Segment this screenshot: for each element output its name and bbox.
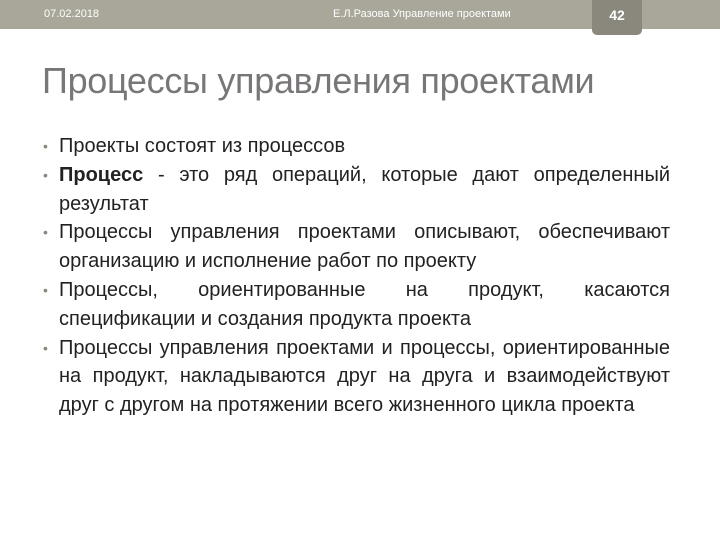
bullet-text: Процессы, ориентированные на продукт, касаются спецификации и создания продукта проекта (59, 278, 670, 330)
bullet-term: Процесс (59, 163, 144, 186)
bullet-icon: • (43, 224, 48, 241)
header-author: Е.Л.Разова Управление проектами (333, 8, 511, 20)
bullet-item-product-processes (42, 276, 670, 334)
bullet-list (42, 132, 670, 420)
bullet-text: Процессы управления проектами описывают, обеспечивают организацию и исполнение работ по проекту (59, 221, 670, 273)
bullet-item-process-definition (42, 161, 670, 219)
bullet-icon: • (43, 281, 48, 298)
bullet-item-processes (42, 132, 670, 161)
bullet-text: - это ряд операций, которые дают определенный результат (59, 163, 670, 215)
bullet-item-management-processes (42, 218, 670, 276)
page-number: 42 (592, 0, 642, 35)
bullet-text: Процессы управления проектами и процессы, ориентированные на продукт, накладываются друг на друга и взаимодействуют друг с другом на протяжении всего жизненного цикла проекта (59, 336, 670, 417)
bullet-icon: • (43, 166, 48, 183)
header-date: 07.02.2018 (44, 8, 100, 20)
slide-title: Процессы управления проектами (42, 60, 595, 101)
bullet-item-interaction (42, 334, 670, 420)
bullet-icon: • (43, 138, 48, 154)
bullet-icon: • (43, 339, 48, 356)
bullet-text: Проекты состоят из процессов (59, 135, 346, 157)
